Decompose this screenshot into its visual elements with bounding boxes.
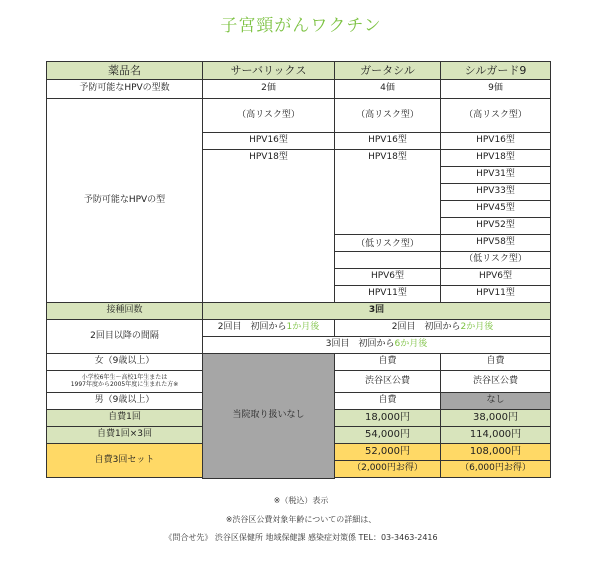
spacer-gardasil <box>335 252 441 269</box>
male-silgard: なし <box>441 393 551 410</box>
valence-label: 予防可能なHPVの型数 <box>47 80 203 99</box>
doses-value: 3回 <box>203 303 551 320</box>
header-gardasil: ガータシル <box>335 62 441 80</box>
header-medicine: 薬品名 <box>47 62 203 80</box>
female-label: 女（9歳以上） <box>47 354 203 371</box>
valence-silgard: 9価 <box>441 80 551 99</box>
high-risk-silgard: （高リスク型） <box>441 99 551 133</box>
silgard-type: HPV16型 <box>441 133 551 150</box>
silgard-type: HPV45型 <box>441 201 551 218</box>
tax-note: ※（税込）表示 <box>273 496 329 505</box>
price-once-gardasil: 18,000円 <box>335 410 441 427</box>
contact-note: 《問合せ先》 渋谷区保健所 地域保健課 感染症対策係 TEL：03-3463-2416 <box>164 533 438 542</box>
silgard-type: HPV18型 <box>441 150 551 167</box>
female-silgard-public: 渋谷区公費 <box>441 371 551 393</box>
cervarix-type: HPV16型 <box>203 133 335 150</box>
header-silgard: シルガード9 <box>441 62 551 80</box>
types-label: 予防可能なHPVの型 <box>47 99 203 303</box>
price-times3-label: 自費1回×3回 <box>47 427 203 444</box>
vaccine-table <box>46 61 551 479</box>
silgard-type: HPV6型 <box>441 269 551 286</box>
price-set-gardasil-save: （2,000円お得） <box>335 461 441 478</box>
high-risk-cervarix: （高リスク型） <box>203 99 335 133</box>
not-handled-cell: 当院取り扱いなし <box>203 354 335 479</box>
male-label: 男（9歳以上） <box>47 393 203 410</box>
high-risk-gardasil: （高リスク型） <box>335 99 441 133</box>
male-gardasil: 自費 <box>335 393 441 410</box>
female-silgard-self: 自費 <box>441 354 551 371</box>
silgard-type: HPV58型 <box>441 235 551 252</box>
interval-second-cervarix: 2回目 初回から1か月後 <box>203 320 335 337</box>
gardasil-type: HPV11型 <box>335 286 441 303</box>
page-title: 子宮頸がんワクチン <box>220 16 382 36</box>
gardasil-type: HPV6型 <box>335 269 441 286</box>
interval-third: 3回目 初回から6か月後 <box>203 337 551 354</box>
low-risk-silgard: （低リスク型） <box>441 252 551 269</box>
price-once-label: 自費1回 <box>47 410 203 427</box>
silgard-type: HPV33型 <box>441 184 551 201</box>
cervarix-type: HPV18型 <box>203 150 335 303</box>
female-eligibility-note: 小学校6年生～高校1年生または 1997年度から2005年度に生まれた方※ <box>47 371 203 393</box>
silgard-type: HPV11型 <box>441 286 551 303</box>
female-gardasil-self: 自費 <box>335 354 441 371</box>
price-once-silgard: 38,000円 <box>441 410 551 427</box>
price-set-label: 自費3回セット <box>47 444 203 478</box>
price-times3-silgard: 114,000円 <box>441 427 551 444</box>
price-set-silgard-save: （6,000円お得） <box>441 461 551 478</box>
age-note: ※渋谷区公費対象年齢についての詳細は、 <box>225 515 377 524</box>
silgard-type: HPV52型 <box>441 218 551 235</box>
price-set-silgard: 108,000円 <box>441 444 551 461</box>
low-risk-gardasil: （低リスク型） <box>335 235 441 252</box>
price-times3-gardasil: 54,000円 <box>335 427 441 444</box>
female-gardasil-public: 渋谷区公費 <box>335 371 441 393</box>
gardasil-type: HPV18型 <box>335 150 441 235</box>
valence-gardasil: 4価 <box>335 80 441 99</box>
gardasil-type: HPV16型 <box>335 133 441 150</box>
header-cervarix: サーバリックス <box>203 62 335 80</box>
silgard-type: HPV31型 <box>441 167 551 184</box>
doses-label: 接種回数 <box>47 303 203 320</box>
interval-second-other: 2回目 初回から2か月後 <box>335 320 551 337</box>
valence-cervarix: 2価 <box>203 80 335 99</box>
price-set-gardasil: 52,000円 <box>335 444 441 461</box>
interval-label: 2回目以降の間隔 <box>47 320 203 354</box>
